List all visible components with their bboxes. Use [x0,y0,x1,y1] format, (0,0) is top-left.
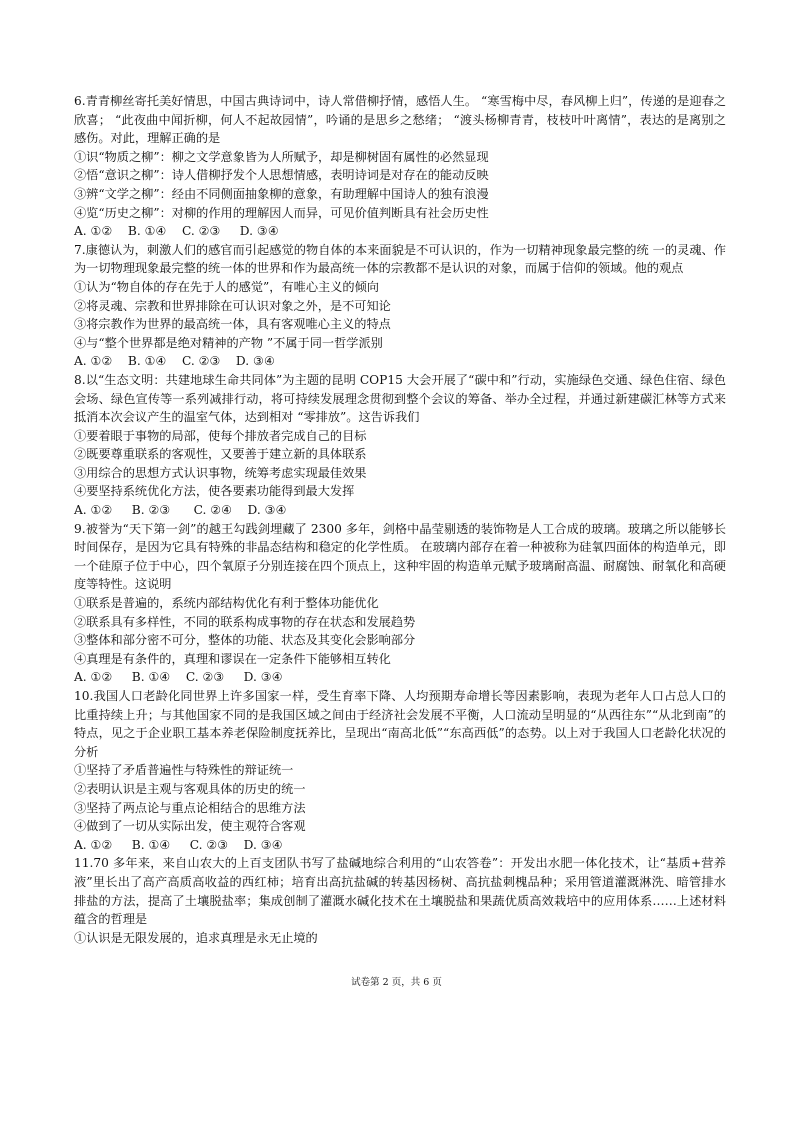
question-list [74,92,726,947]
option-4: ④览“历史之柳”：对柳的作用的理解因人而异，可见价值判断具有社会历史性 [74,205,489,220]
question-stem: 9.被誉为“天下第一剑”的越王勾践剑埋藏了 2300 多年，剑格中晶莹剔透的装饰物是人工合成的玻璃。玻璃之所以能够长时间保存，是因为它具有特殊的非晶态结构和稳定的化学性质。 在玻璃内部存在着一种被称为硅氧四面体的构造单元，即一个硅原子位于中心，四个氧原子分别连接在四个顶点上，这种牢固的构造单元赋予玻璃耐高温、耐腐蚀、耐氧化和高硬度等特性。这说明 [74,521,726,592]
option-1: ①识“物质之柳”：柳之文学意象皆为人所赋予，却是柳树固有属性的必然显现 [74,149,489,164]
question-7 [74,241,726,371]
option-2: ②表明认识是主观与客观具体的历史的统一 [74,781,306,796]
option-2: ②联系具有多样性，不同的联系构成事物的存在状态和发展趋势 [74,614,416,629]
option-2: ②悟“意识之柳”：诗人借柳抒发个人思想情感，表明诗词是对存在的能动反映 [74,168,489,183]
answer-choices: A. ①② B. ②③ C. ②④ D. ③④ [74,503,287,518]
question-stem: 7.康德认为，刺激人们的感官而引起感觉的物自体的本来面貌是不可认识的，作为一切精神现象最完整的统 一的灵魂、作为一切物理现象最完整的统一体的世界和作为最高统一体的宗教都不是认识的对象，而属于信仰的领域。他的观点 [74,242,726,276]
question-stem: 10.我国人口老龄化同世界上许多国家一样，受生育率下降、人均预期寿命增长等因素影响，表现为老年人口占总人口的比重持续上升；与其他国家不同的是我国区域之间由于经济社会发展不平衡，人口流动呈明显的“从西往东”“从北到南”的特点，见之于企业职工基本养老保险制度抚养比，呈现出“南高北低”“东高西低”的态势。以上对于我国人口老龄化状况的分析 [74,689,726,759]
question-stem: 8.以“生态文明：共建地球生命共同体”为主题的昆明 COP15 大会开展了“碳中和”行动，实施绿色交通、绿色住宿、绿色会场、绿色宣传等一系列减排行动，将可持续发展理念贯彻到整个会议的筹备、举办全过程，并通过新建碳汇林等方式来抵消本次会议产生的温室气体，达到相对 “零排放”。这告诉我们 [74,372,726,425]
option-4: ④要坚持系统优化方法，使各要素功能得到最大发挥 [74,484,355,499]
option-3: ③整体和部分密不可分，整体的功能、状态及其变化会影响部分 [74,633,416,648]
question-10 [74,687,726,854]
option-3: ③用综合的思想方式认识事物，统筹考虑实现最佳效果 [74,465,367,480]
answer-choices: A. ①② B. ①④ C. ②③ D. ③④ [74,354,275,369]
question-6 [74,92,726,241]
option-1: ①联系是普遍的，系统内部结构优化有利于整体功能优化 [74,596,379,611]
option-4: ④真理是有条件的，真理和谬误在一定条件下能够相互转化 [74,651,391,666]
option-1: ①坚持了矛盾普遍性与特殊性的辩证统一 [74,763,294,778]
page-footer: 试卷第 2 页，共 6 页 [351,977,442,988]
option-3: ③将宗教作为世界的最高统一体，具有客观唯心主义的特点 [74,317,391,332]
option-4: ④与“整个世界都是绝对精神的产物 ”不属于同一哲学派别 [74,335,383,350]
answer-choices: A. ①② B. ①④ C. ②③ D. ③④ [74,837,283,852]
option-2: ②将灵魂、宗教和世界排除在可认识对象之外，是不可知论 [74,298,391,313]
question-stem: 6.青青柳丝寄托美好情思，中国古典诗词中，诗人常借柳抒情，感悟人生。 “寒雪梅中尽，春风柳上归”，传递的是迎春之欣喜； “此夜曲中闻折柳，何人不起故园情”，吟诵的是思乡之愁绪； “渡头杨柳青青，枝枝叶叶离情”，表达的是离别之感伤。对此，理解正确的是 [74,94,726,146]
question-stem: 11.70 多年来，来自山农大的上百支团队书写了盐碱地综合利用的“山农答卷”：开发出水肥一体化技术，让“基质+营养液”里长出了高产高质高收益的西红柿；培育出高抗盐碱的转基因杨树、高抗盐刺槐品种；采用管道灌溉淋洗、暗管排水排盐的方法，提高了土壤脱盐率；集成创制了灌溉水碱化技术在土壤脱盐和果蔬优质高效栽培中的应用体系……上述材料蕴含的哲理是 [74,856,726,927]
option-2: ②既要尊重联系的客观性，又要善于建立新的具体联系 [74,447,367,462]
question-11 [74,854,726,947]
option-3: ③坚持了两点论与重点论相结合的思维方法 [74,800,306,815]
question-8 [74,371,726,520]
answer-choices: A. ①② B. ①④ C. ②③ D. ③④ [74,670,283,685]
option-1: ①认为“物自体的存在先于人的感觉”，有唯心主义的倾向 [74,279,379,294]
answer-choices: A. ①② B. ①④ C. ②③ D. ③④ [74,224,279,239]
option-1: ①认识是无限发展的，追求真理是永无止境的 [74,930,318,945]
option-3: ③辨“文学之柳”：经由不同侧面抽象柳的意象，有助理解中国诗人的独有浪漫 [74,186,489,201]
question-9 [74,520,726,687]
option-1: ①要着眼于事物的局部，使每个排放者完成自己的目标 [74,428,367,443]
option-4: ④做到了一切从实际出发，使主观符合客观 [74,819,306,834]
